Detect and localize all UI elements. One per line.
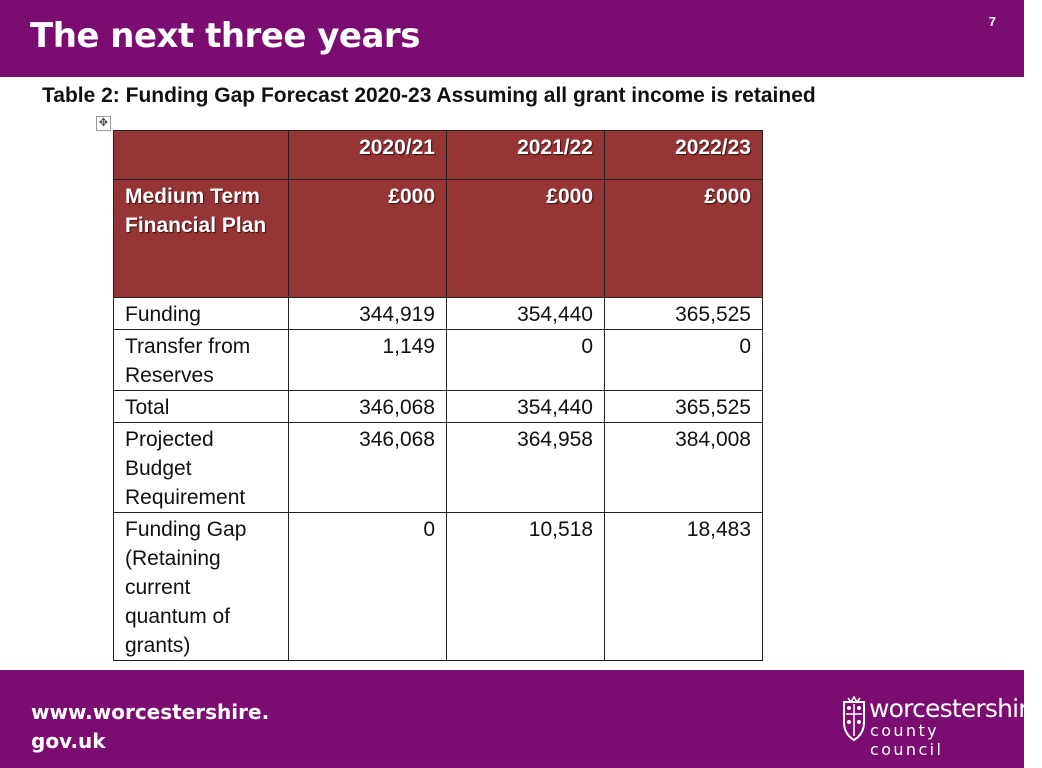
table-cell: 346,068 <box>289 391 447 423</box>
logo-subname: county council <box>870 721 944 759</box>
table-cell: 0 <box>605 330 763 391</box>
website-url-line: www.worcestershire. <box>31 700 270 724</box>
header-cell: £000 <box>447 180 605 298</box>
crest-icon <box>842 696 866 742</box>
header-cell: £000 <box>289 180 447 298</box>
website-url-line: gov.uk <box>31 729 106 753</box>
table-cell: 384,008 <box>605 423 763 513</box>
row-label: Projected Budget Requirement <box>114 423 289 513</box>
table-row <box>114 330 763 391</box>
header-cell: 2020/21 <box>289 131 447 180</box>
table-cell: 354,440 <box>447 298 605 330</box>
slide-footer <box>0 670 1042 768</box>
table-cell: 364,958 <box>447 423 605 513</box>
row-label: Total <box>114 391 289 423</box>
text-cursor <box>762 329 763 351</box>
table-row <box>114 298 763 330</box>
row-label: Transfer from Reserves <box>114 330 289 391</box>
header-cell: 2021/22 <box>447 131 605 180</box>
header-cell: £000 <box>605 180 763 298</box>
funding-gap-table <box>113 130 763 661</box>
table-row <box>114 513 763 661</box>
page-number: 7 <box>988 14 996 29</box>
header-cell: Medium Term Financial Plan <box>114 180 289 298</box>
table-cell: 1,149 <box>289 330 447 391</box>
page-title: The next three years <box>30 16 420 56</box>
table-header-row-units <box>114 180 763 298</box>
table-cell: 10,518 <box>447 513 605 661</box>
table-caption: Table 2: Funding Gap Forecast 2020-23 Assuming all grant income is retained <box>42 84 816 107</box>
logo-name: worcestershire <box>869 694 1042 723</box>
move-handle-icon[interactable]: ✥ <box>96 116 111 131</box>
header-cell: 2022/23 <box>605 131 763 180</box>
table-cell: 18,483 <box>605 513 763 661</box>
table-header-row-years <box>114 131 763 180</box>
table-cell: 0 <box>289 513 447 661</box>
table-cell: 344,919 <box>289 298 447 330</box>
website-url[interactable] <box>31 698 269 756</box>
table-row <box>114 423 763 513</box>
table-cell: 354,440 <box>447 391 605 423</box>
row-label: Funding Gap (Retaining current quantum of grants) <box>114 513 289 661</box>
table-row <box>114 391 763 423</box>
slide-header <box>0 0 1024 77</box>
council-logo <box>842 694 1042 759</box>
table-cell: 346,068 <box>289 423 447 513</box>
header-cell <box>114 131 289 180</box>
table-cell: 365,525 <box>605 298 763 330</box>
table-cell: 0 <box>447 330 605 391</box>
table-cell: 365,525 <box>605 391 763 423</box>
row-label: Funding <box>114 298 289 330</box>
